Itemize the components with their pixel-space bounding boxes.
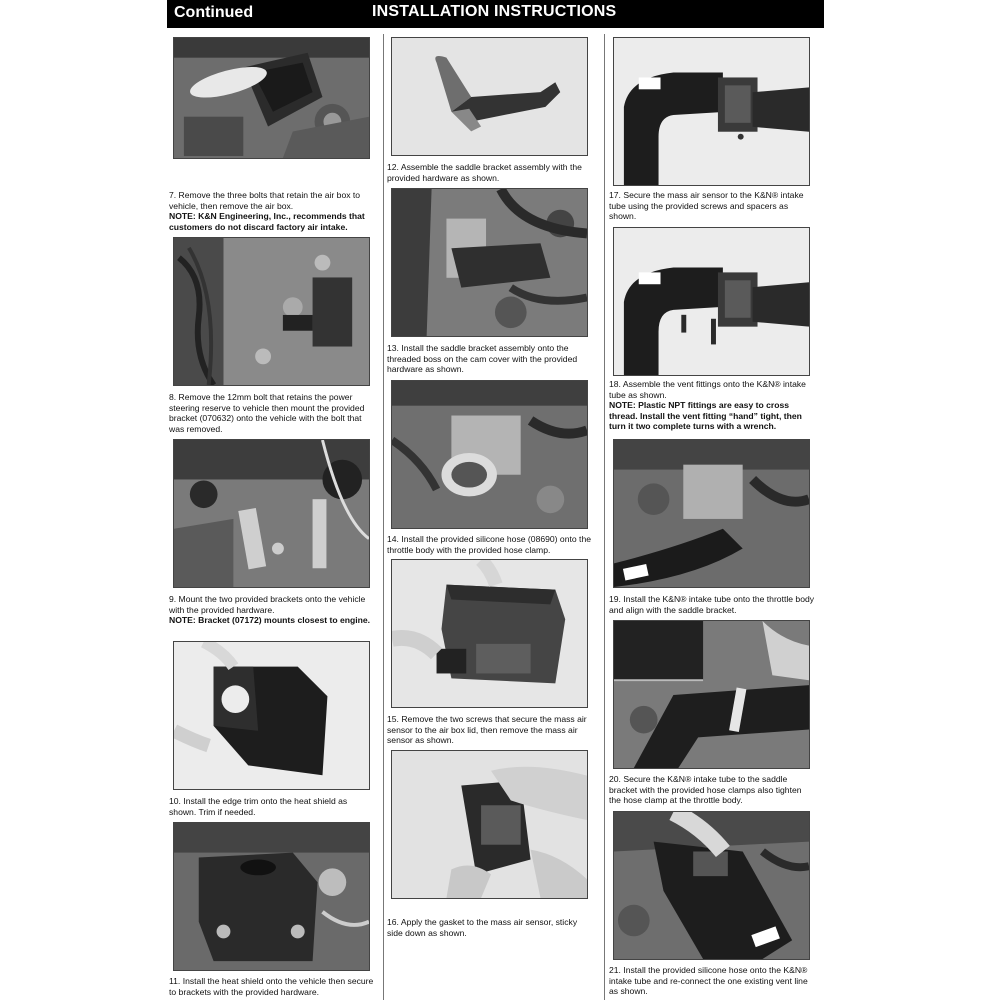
column-middle [385,28,593,1000]
step-20-text: 20. Secure the K&N® intake tube to the saddle bracket with the provided hose clamps also tighten the hose clamp at the throttle body. [609,774,802,805]
step-8-text: 8. Remove the 12mm bolt that retains the power steering reserve to vehicle then mount the provided bracket (070632) onto the vehicle with the bolt that was removed. [169,392,365,434]
header-continued: Continued [174,4,254,21]
step-13-caption [387,343,593,375]
step-11-photo [173,822,370,971]
step-9-text: 9. Mount the two provided brackets onto the vehicle with the provided hardware. [169,594,366,615]
header-title: INSTALLATION INSTRUCTIONS [372,3,617,20]
step-18-photo [613,227,810,376]
step-21-photo [613,811,810,960]
step-20-photo [613,620,810,769]
step-12-photo [391,37,588,156]
step-19-text: 19. Install the K&N® intake tube onto the throttle body and align with the saddle bracket. [609,594,815,615]
step-9-note: NOTE: Bracket (07172) mounts closest to engine. [169,615,371,625]
step-13-photo [391,188,588,337]
step-14-text: 14. Install the provided silicone hose (08690) onto the throttle body with the provided hose clamp. [387,534,591,555]
step-11-caption [169,976,375,997]
header-bar [167,0,824,28]
step-16-caption [387,917,593,938]
column-right [607,28,815,1000]
step-20-caption [609,774,815,806]
step-9-caption [169,594,375,626]
step-21-caption [609,965,815,997]
column-left [167,28,375,1000]
step-12-caption [387,162,593,183]
column-divider [383,34,384,1000]
step-17-photo [613,37,810,186]
step-7-caption [169,190,375,232]
step-18-caption [609,379,815,432]
step-19-photo [613,439,810,588]
step-16-text: 16. Apply the gasket to the mass air sensor, sticky side down as shown. [387,917,578,938]
step-16-photo [391,750,588,899]
step-14-caption [387,534,593,555]
step-21-text: 21. Install the provided silicone hose onto the K&N® intake tube and re-connect the one existing vent line as shown. [609,965,808,996]
step-8-photo [173,237,370,386]
step-7-text: 7. Remove the three bolts that retain the air box to vehicle, then remove the air box. [169,190,361,211]
step-19-caption [609,594,815,615]
step-17-caption [609,190,815,222]
column-divider [604,34,605,1000]
step-11-text: 11. Install the heat shield onto the vehicle then secure to brackets with the provided hardware. [169,976,374,997]
step-10-caption [169,796,375,817]
step-7-note: NOTE: K&N Engineering, Inc., recommends that customers do not discard factory air intake. [169,211,365,232]
step-7-photo [173,37,370,159]
step-17-text: 17. Secure the mass air sensor to the K&N® intake tube using the provided screws and spacers as shown. [609,190,804,221]
step-15-photo [391,559,588,708]
step-15-caption [387,714,593,746]
step-13-text: 13. Install the saddle bracket assembly onto the threaded boss on the cam cover with the provided hardware as shown. [387,343,578,374]
step-15-text: 15. Remove the two screws that secure the mass air sensor to the air box lid, then remove the mass air sensor as shown. [387,714,587,745]
step-12-text: 12. Assemble the saddle bracket assembly with the provided hardware as shown. [387,162,582,183]
step-10-photo [173,641,370,790]
step-18-text: 18. Assemble the vent fittings onto the K&N® intake tube as shown. [609,379,806,400]
step-18-note: NOTE: Plastic NPT fittings are easy to cross thread. Install the vent fitting “hand” tight, then turn it two complete turns with a wrench. [609,400,802,431]
step-14-photo [391,380,588,529]
step-10-text: 10. Install the edge trim onto the heat shield as shown. Trim if needed. [169,796,348,817]
step-8-caption [169,392,375,434]
step-9-photo [173,439,370,588]
